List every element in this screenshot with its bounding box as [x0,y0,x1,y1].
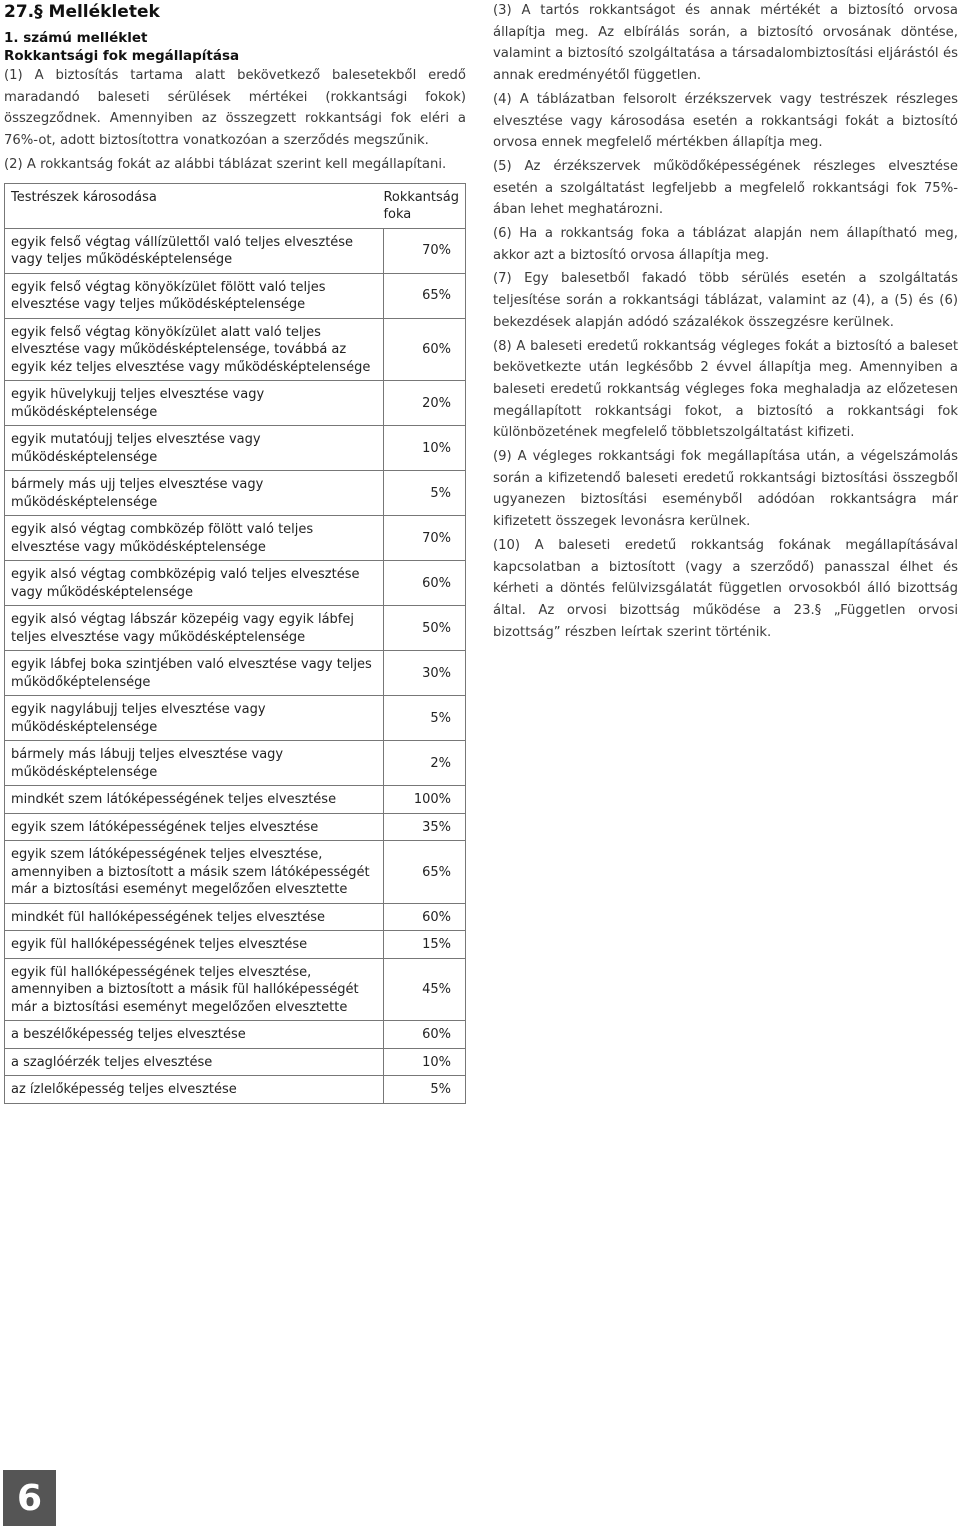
paragraph-3: (3) A tartós rokkantságot és annak mértékét a biztosító orvosa állapítja meg. Az elbírálás során, a biztosító orvosának döntése, valamint a biztosító szolgáltatása a társadalombiztosítási eljárástól és annak eredményétől független. [493,3,958,84]
disability-percentage: 10% [383,426,465,471]
table-row [5,1076,466,1104]
paragraph-10: (10) A baleseti eredetű rokkantság fokának megállapításával kapcsolatban a biztosított (vagy a szerződő) panasszal élhet és kérheti a döntés felülvizsgálatát független orvosokból álló bizottság által. Az orvosi bizottság működése a 23.§ „Független orvosi bizottság” részben leírtak szerint történik. [493,537,958,640]
disability-percentage: 20% [383,381,465,426]
page-number: 6 [3,1470,56,1526]
table-row [5,1021,466,1049]
disability-percentage: 5% [383,471,465,516]
paragraph-8: (8) A baleseti eredetű rokkantság végleges fokát a biztosító a baleset bekövetkezte után legkésőbb 2 évvel állapítja meg. Amennyiben a baleseti eredetű rokkantság végleges foka meghaladja az előzetesen megállapított rokkantsági fokot, a biztosító a rokkantsági fok különbözetének megfelelő többletszolgáltatást kifizeti. [493,338,958,441]
injury-description: az ízlelőképesség teljes elvesztése [5,1076,384,1104]
disability-percentage: 35% [383,813,465,841]
injury-description: egyik nagylábujj teljes elvesztése vagy működésképtelensége [5,696,384,741]
disability-percentage: 60% [383,1021,465,1049]
table-header-row [5,183,466,228]
injury-description: egyik szem látóképességének teljes elvesztése, amennyiben a biztosított a másik szem látóképességét már a biztosítási eseményt megelőzően elvesztette [5,841,384,904]
annex-title: Rokkantsági fok megállapítása [4,48,240,64]
table-row [5,1048,466,1076]
table-row [5,931,466,959]
disability-percentage: 65% [383,273,465,318]
injury-description: a beszélőképesség teljes elvesztése [5,1021,384,1049]
injury-description: egyik fül hallóképességének teljes elvesztése, amennyiben a biztosított a másik fül hallóképességét már a biztosítási eseményt megelőzően elvesztette [5,958,384,1021]
injury-description: egyik alsó végtag combközép fölött való teljes elvesztése vagy működésképtelensége [5,516,384,561]
table-row [5,813,466,841]
table-row [5,273,466,318]
table-row [5,741,466,786]
paragraph-7: (7) Egy balesetből fakadó több sérülés esetén a szolgáltatás teljesítése során a rokkantsági táblázat, valamint az (4), a (5) és (6) bekezdések alapján adódó százalékok összegzésre kerülnek. [493,271,958,330]
injury-description: bármely más lábujj teljes elvesztése vagy működésképtelensége [5,741,384,786]
injury-description: egyik felső végtag könyökízület alatt való teljes elvesztése vagy működésképtelensége, továbbá az egyik kéz teljes elvesztése vagy működésképtelensége [5,318,384,381]
injury-description: egyik fül hallóképességének teljes elvesztése [5,931,384,959]
injury-description: egyik felső végtag vállízülettől való teljes elvesztése vagy teljes működésképtelensége [5,228,384,273]
paragraph-6: (6) Ha a rokkantság foka a táblázat alapján nem állapítható meg, akkor azt a biztosító orvosa állapítja meg. [493,226,958,263]
injury-description: egyik lábfej boka szintjében való elvesztése vagy teljes működőképtelensége [5,651,384,696]
table-row [5,841,466,904]
disability-table [4,183,466,1104]
disability-percentage: 30% [383,651,465,696]
table-row [5,318,466,381]
table-row [5,606,466,651]
table-row [5,228,466,273]
table-row [5,381,466,426]
injury-description: a szaglóérzék teljes elvesztése [5,1048,384,1076]
paragraph-2: (2) A rokkantság fokát az alábbi táblázat szerint kell megállapítani. [4,156,447,172]
disability-percentage: 45% [383,958,465,1021]
disability-percentage: 5% [383,1076,465,1104]
table-row [5,696,466,741]
disability-percentage: 60% [383,903,465,931]
injury-description: egyik szem látóképességének teljes elvesztése [5,813,384,841]
header-body-part-damage: Testrészek károsodása [5,183,384,228]
table-row [5,561,466,606]
disability-percentage: 50% [383,606,465,651]
header-disability-degree: Rokkantság foka [383,183,465,228]
paragraph-5: (5) Az érzékszervek működőképességének részleges elvesztése esetén a szolgáltatást legfeljebb a megfelelő rokkantsági fok 75%-ában lehet meghatározni. [493,158,958,218]
left-column [4,0,466,1104]
disability-percentage: 60% [383,561,465,606]
paragraph-9: (9) A végleges rokkantsági fok megállapítása után, a végelszámolás során a kifizetendő baleseti eredetű rokkantsági biztosítási összegből ugyanezen biztosítási eseményből adódóan rokkantságra már kifizetett összegek levonásra kerülnek. [493,449,958,530]
table-row [5,958,466,1021]
injury-description: egyik felső végtag könyökízület fölött való teljes elvesztése vagy teljes működésképtelensége [5,273,384,318]
disability-percentage: 100% [383,786,465,814]
injury-description: egyik alsó végtag combközépig való teljes elvesztése vagy működésképtelensége [5,561,384,606]
section-title: 27.§ Mellékletek [4,2,160,22]
disability-percentage: 65% [383,841,465,904]
disability-percentage: 10% [383,1048,465,1076]
table-row [5,426,466,471]
injury-description: bármely más ujj teljes elvesztése vagy működésképtelensége [5,471,384,516]
injury-description: egyik hüvelykujj teljes elvesztése vagy működésképtelensége [5,381,384,426]
disability-percentage: 15% [383,931,465,959]
injury-description: egyik mutatóujj teljes elvesztése vagy működésképtelensége [5,426,384,471]
annex-label: 1. számú melléklet [4,30,148,46]
disability-percentage: 70% [383,516,465,561]
table-row [5,903,466,931]
disability-percentage: 60% [383,318,465,381]
paragraph-4: (4) A táblázatban felsorolt érzékszervek vagy testrészek részleges elvesztése vagy károsodása esetén a rokkantsági fokát a biztosító orvosa ennek megfelelő mértékben állapítja meg. [493,91,958,151]
injury-description: mindkét szem látóképességének teljes elvesztése [5,786,384,814]
table-body [5,228,466,1103]
disability-percentage: 2% [383,741,465,786]
injury-description: mindkét fül hallóképességének teljes elvesztése [5,903,384,931]
table-row [5,651,466,696]
disability-percentage: 70% [383,228,465,273]
paragraph-1: (1) A biztosítás tartama alatt bekövetkező balesetekből eredő maradandó baleseti sérülések mértékei (rokkantsági fokok) összegződnek. Amennyiben az összegzett rokkantsági fok eléri a 76%-ot, adott biztosítottra vonatkozóan a szerződés megszűnik. [4,68,466,149]
right-column [493,0,958,643]
injury-description: egyik alsó végtag lábszár közepéig vagy egyik lábfej teljes elvesztése vagy működésképtelensége [5,606,384,651]
table-row [5,786,466,814]
table-row [5,516,466,561]
disability-percentage: 5% [383,696,465,741]
table-row [5,471,466,516]
